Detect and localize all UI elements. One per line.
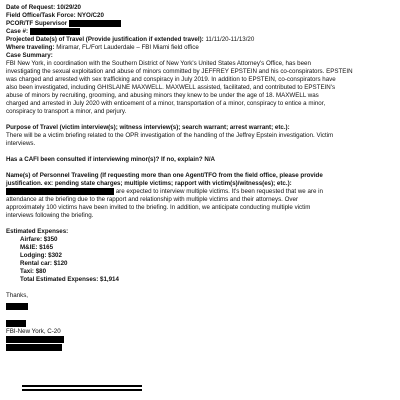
case-number-redaction [30,28,80,35]
expense-item: Taxi: $80 [20,268,47,276]
case-number-line [6,28,394,36]
travel-dates-line [6,36,394,44]
field-office-line [6,12,394,20]
contact-redaction [6,344,62,351]
purpose-line: There will be a victim briefing related to the OPR investigation of the handling of the Jeffrey Epstein investigation. Victim [6,132,334,140]
office-value: NYO/C20 [77,12,104,19]
summary-label: Case Summary: [6,52,53,60]
summary-line: conspiracy to transport a minor, and perjury. [6,108,127,116]
expense-item: Lodging: $302 [20,252,62,260]
supervisor-label: PCOR/TF Supervisor [6,20,68,28]
signer-office: FBI-New York, C-20 [6,327,61,335]
expense-item: Rental car: $120 [20,260,68,268]
summary-line: also been investigated, including GHISLAINE MAXWELL. MAXWELL assisted, facilitated, and contributed to EPSTEIN's [6,84,336,92]
contact-redaction [6,336,64,343]
purpose-line: interviews. [6,140,36,148]
where-traveling-line [6,44,394,52]
cafi-question: Has a CAFI been consulted if interviewing minor(s)? If no, explain? N/A [6,156,216,164]
personnel-line: interviews following the briefing. [6,212,94,220]
date-label: Date of Request: [6,4,56,11]
personnel-first-line [6,188,394,196]
travel-dates-label: Projected Date(s) of Travel (Provide justification if extended travel): [6,36,204,44]
purpose-heading: Purpose of Travel (victim interview(s); witness interview(s); search warrant; arrest warrant; etc.): [6,124,290,132]
summary-line: charged and arrested in July 2020 with enticement of a minor, transportation of a minor, conspiracy to entice a minor, [6,100,326,108]
supervisor-redaction [69,20,121,27]
summary-line: investigating the sexual exploitation and abuse of minors committed by JEFFREY EPSTEIN and his co-conspirators. EPSTEIN [6,68,353,76]
contact-line [6,336,394,344]
contact-line [6,344,394,352]
signer-name-redaction [6,303,28,310]
personnel-names-redaction [6,188,114,195]
signer-title-line [6,320,394,328]
case-label: Case #: [6,28,29,36]
personnel-heading-line: Name(s) of Personnel Traveling (If requesting more than one Agent/TFO from the field office, please provide [6,172,323,180]
case-summary-heading [6,52,394,60]
summary-line: FBI New York, in coordination with the Southern District of New York's United States Attorney's Office, has been [6,60,311,68]
date-value: 10/29/20 [56,4,81,11]
supervisor-line [6,20,394,28]
date-of-request-line [6,4,394,12]
where-label: Where traveling: [6,44,55,52]
where-value: Miramar, FL/Fort Lauderdale – FBI Miami field office [56,44,199,52]
personnel-line: approximately 100 victims have been invited to the briefing. In addition, we anticipate conducting multiple victim [6,204,311,212]
separator-line [22,385,142,387]
personnel-heading-line: justification. ex: pending state charges; multiple victims; rapport with victim(s)/witness(es); etc.): [6,180,292,188]
expense-item: M&IE: $165 [20,244,54,252]
personnel-line: attendance at the briefing due to the rapport and relationship with multiple victims and their attorneys. Over [6,196,299,204]
signer-title-redaction [6,320,26,327]
expense-total: Total Estimated Expenses: $1,914 [20,276,119,284]
travel-dates-value: 11/11/20-11/13/20 [205,36,255,44]
separator-line [22,389,142,391]
summary-line: abuse of minors by recruiting, grooming, and abusing minors they knew to be under the age of 18. MAXWELL was [6,92,319,100]
summary-line: was charged and arrested with sex trafficking and conspiracy in July 2019. In addition to EPSTEIN, co-conspirators have [6,76,336,84]
closing-thanks: Thanks, [6,292,29,300]
expense-item: Airfare: $350 [20,236,58,244]
signer-name-line [6,303,394,311]
office-label: Field Office/Task Force: [6,12,76,19]
expenses-heading: Estimated Expenses: [6,228,69,236]
personnel-first-line-text: are expected to interview multiple victims. It's been requested that we are in [115,188,323,196]
